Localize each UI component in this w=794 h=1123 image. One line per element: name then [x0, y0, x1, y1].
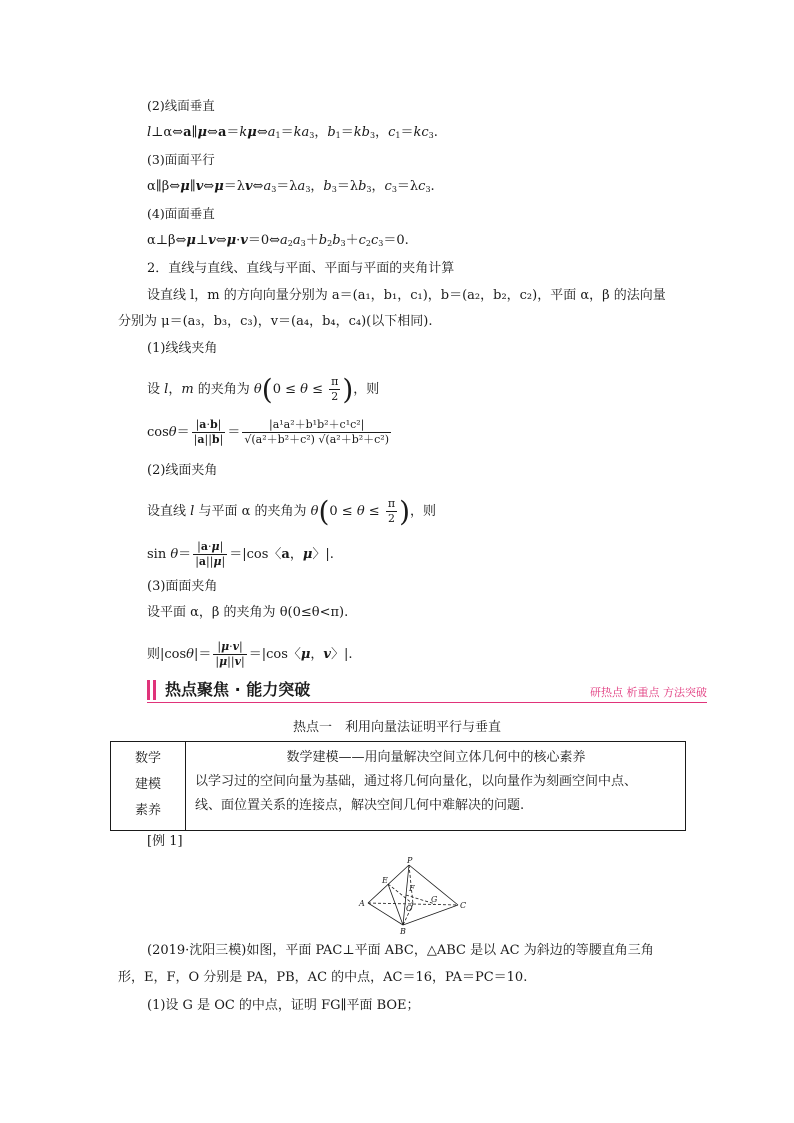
label-line: 素养	[134, 803, 161, 818]
paragraph-line-1: 设直线 l，m 的方向向量分别为 a＝(a₁，b₁，c₁)，b＝(a₂，b₂，c₂)，平面 α，β 的法向量	[147, 288, 666, 303]
label-B: B	[400, 927, 406, 935]
geometry-figure	[355, 855, 470, 935]
literacy-label-cell	[111, 742, 186, 830]
literacy-body-1: 以学习过的空间向量为基础，通过将几何向量化，以向量作为刻画空间中点、	[195, 774, 638, 789]
label-F: F	[409, 884, 415, 893]
formula-plane-perp: α⊥β⇔μ⊥v⇔μ·v＝0⇔a2a3＋b2b3＋c2c3＝0.	[147, 233, 409, 248]
label-P: P	[407, 856, 413, 865]
label-O: O	[406, 904, 413, 913]
section-2-heading: 2．直线与直线、直线与平面、平面与平面的夹角计算	[147, 261, 455, 276]
banner-marks	[147, 680, 159, 700]
problem-line-2: 形，E，F，O 分别是 PA，PB，AC 的中点，AC＝16，PA＝PC＝10.	[118, 970, 528, 985]
formula-line-plane-perp: l⊥α⇔a∥μ⇔a＝kμ⇔a1＝ka3，b1＝kb3，c1＝kc3.	[147, 125, 438, 140]
subheading-plane-parallel: (3)面面平行	[147, 152, 215, 167]
example-label: [例 1]	[147, 834, 183, 849]
line-angle-setup: 设 l，m 的夹角为 θ(0 ≤ θ ≤ $\frac{\pi}{2}$ )，则	[147, 373, 380, 406]
banner-title: 热点聚焦 · 能力突破	[165, 680, 311, 699]
cos-formula: cosθ＝ $\frac{|a\cdot b|}{|a||b|}$ ＝ $\frac{\text{|a¹a²＋b¹b²＋c¹c²|}}{\text{√(a²＋b²＋c²) √(a²＋b²＋c²)}}$	[147, 418, 390, 446]
label-C: C	[460, 901, 467, 910]
subheading-plane-plane-angle: (3)面面夹角	[147, 579, 218, 594]
plane-cos-formula: 则|cosθ|＝ $\frac{|\mu\cdot v|}{|\mu||v|}$ ＝|cos〈μ，v〉|.	[147, 640, 353, 668]
label-E: E	[382, 876, 388, 885]
literacy-content-cell	[187, 742, 685, 830]
banner-right-text: 研热点 析重点 方法突破	[590, 686, 707, 699]
label-G: G	[431, 895, 438, 904]
sin-formula: sin θ＝ $\frac{|a\cdot\mu|}{|a||\mu|}$ ＝|cos〈a，μ〉|.	[147, 540, 334, 568]
problem-line-1: (2019·沈阳三模)如图，平面 PAC⊥平面 ABC，△ABC 是以 AC 为斜边的等腰直角三角	[147, 943, 654, 958]
paragraph-line-2: 分别为 μ＝(a₃，b₃，c₃)，v＝(a₄，b₄，c₄)(以下相同).	[118, 314, 433, 329]
subheading-line-plane-angle: (2)线面夹角	[147, 463, 218, 478]
label-line: 建模	[134, 777, 161, 792]
problem-line-3: (1)设 G 是 OC 的中点，证明 FG∥平面 BOE；	[147, 998, 420, 1013]
plane-angle-setup: 设平面 α，β 的夹角为 θ(0≤θ<π).	[147, 605, 349, 620]
subheading-plane-perp: (4)面面垂直	[147, 206, 215, 221]
hotspot-title: 热点一 利用向量法证明平行与垂直	[292, 720, 501, 735]
subheading-line-line-angle: (1)线线夹角	[147, 341, 218, 356]
formula-plane-parallel: α∥β⇔μ∥v⇔μ＝λv⇔a3＝λa3，b3＝λb3，c3＝λc3.	[147, 179, 435, 194]
literacy-table	[110, 741, 686, 831]
literacy-title: 数学建模——用向量解决空间立体几何中的核心素养	[286, 750, 586, 765]
literacy-body-2: 线、面位置关系的连接点，解决空间几何中难解决的问题.	[195, 798, 525, 813]
label-A: A	[359, 899, 365, 908]
line-plane-angle-setup: 设直线 l 与平面 α 的夹角为 θ(0 ≤ θ ≤ $\frac{\pi}{2}$ )，则	[147, 495, 437, 528]
subheading-line-plane-perp: (2)线面垂直	[147, 98, 215, 113]
section-banner	[147, 680, 707, 703]
label-line: 数学	[134, 751, 161, 766]
